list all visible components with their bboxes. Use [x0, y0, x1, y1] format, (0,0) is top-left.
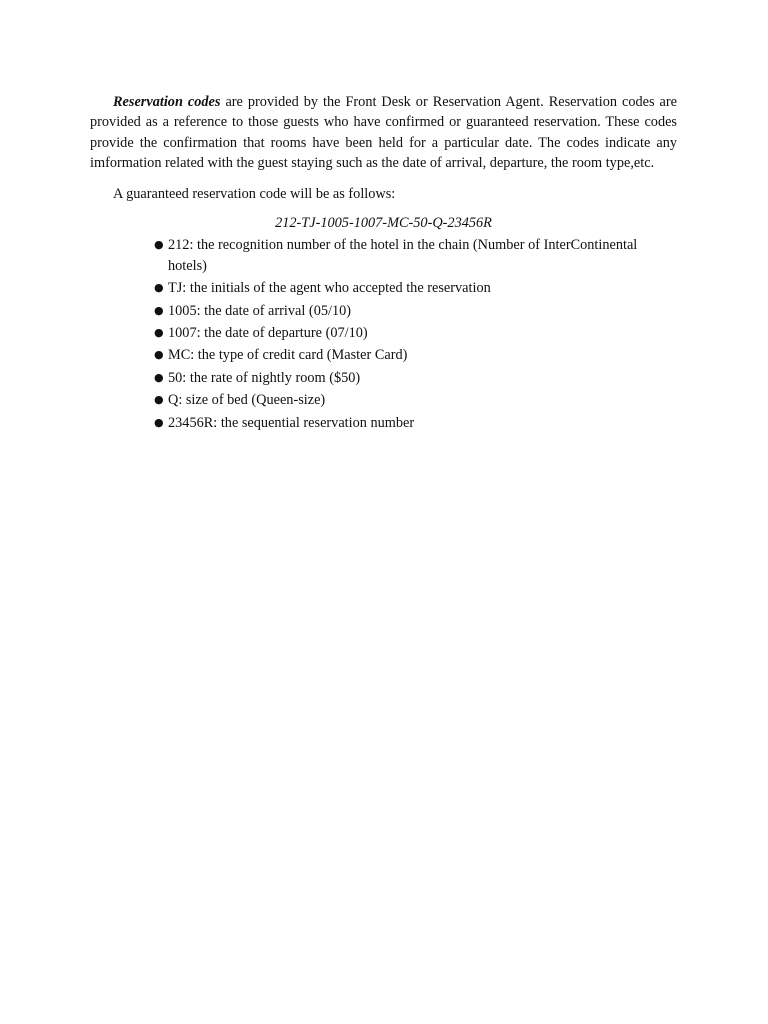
- list-item-text: 50: the rate of nightly room ($50): [168, 369, 361, 386]
- bullet-icon: ●: [154, 326, 164, 340]
- bullet-icon: ●: [154, 348, 164, 362]
- list-item-text: 1007: the date of departure (07/10): [168, 325, 368, 342]
- document-body: [90, 92, 677, 435]
- code-breakdown-list: [90, 235, 677, 433]
- list-item: [90, 413, 677, 433]
- list-item: [90, 278, 677, 298]
- bullet-icon: ●: [154, 393, 164, 407]
- list-item-text: 1005: the date of arrival (05/10): [168, 302, 352, 319]
- bullet-icon: ●: [154, 370, 164, 384]
- list-item-text: Q: size of bed (Queen-size): [168, 392, 326, 409]
- list-item-text: 212: the recognition number of the hotel in the chain (Number of InterContinental hotels): [168, 237, 638, 274]
- bullet-icon: ●: [154, 238, 164, 252]
- bullet-icon: ●: [154, 303, 164, 317]
- bullet-icon: ●: [154, 415, 164, 429]
- list-item: [90, 368, 677, 388]
- bullet-icon: ●: [154, 281, 164, 295]
- list-item-text: 23456R: the sequential reservation number: [168, 414, 415, 431]
- list-item: [90, 390, 677, 410]
- list-item: [90, 235, 677, 276]
- followup-sentence: A guaranteed reservation code will be as follows:: [113, 185, 396, 202]
- example-reservation-code: 212-TJ-1005-1007-MC-50-Q-23456R: [275, 215, 492, 232]
- list-item-text: MC: the type of credit card (Master Card): [168, 347, 408, 364]
- intro-paragraph: [90, 92, 677, 174]
- list-item: [90, 301, 677, 321]
- intro-lead-term: Reservation codes: [113, 94, 221, 110]
- list-item: [90, 323, 677, 343]
- intro-text: are provided by the Front Desk or Reservation Agent. Reservation codes are provided as a reference to those guests who have confirmed or guaranteed reservation. These codes provide the confirmation that rooms have been held for a particular date. The codes indicate any imformation related with the guest staying such as the date of arrival, departure, the room type,etc.: [90, 94, 677, 172]
- list-item: [90, 345, 677, 365]
- list-item-text: TJ: the initials of the agent who accepted the reservation: [168, 280, 491, 297]
